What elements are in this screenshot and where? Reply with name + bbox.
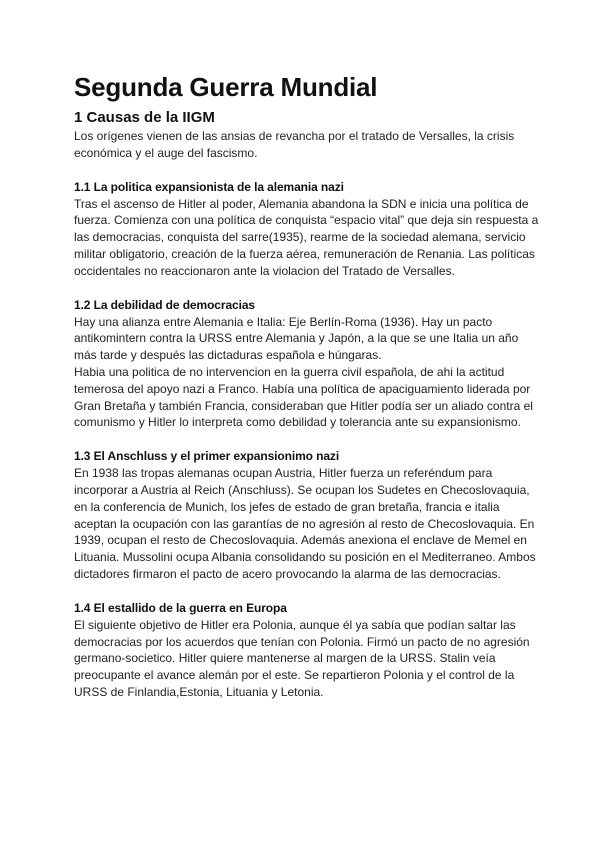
section-heading: 1.4 El estallido de la guerra en Europa (74, 600, 287, 615)
section-paragraph: Habia una politica de no intervencion en la guerra civil española, de ahi la actitud temerosa del apoyo nazi a Franco. Había una política de apaciguamiento liderada por Gran Bretaña y también Francia, consideraban que Hitler podía ser un aliado contra el comunismo y Hitler lo interpreta como debilidad y tolerancia ante su expansionismo. (74, 364, 533, 430)
chapter-intro: Los orígenes vienen de las ansias de revancha por el tratado de Versalles, la crisis económica y el auge del fascismo. (74, 129, 515, 160)
section-paragraph: El siguiente objetivo de Hitler era Polonia, aunque él ya sabía que podían saltar las democracias por los acuerdos que tenían con Polonia. Firmó un pacto de no agresión germano-societico. Hitler quiere mantenerse al margen de la URSS. Stalin veía preocupante el avance alemán por el este. Se repartieron Polonia y el control de la URSS de Finlandia,Estonia, Lituania y Letonia. (74, 617, 530, 699)
chapter-heading: 1 Causas de la IIGM (74, 109, 215, 126)
section-1-4 (74, 600, 544, 701)
section-paragraph: En 1938 las tropas alemanas ocupan Austria, Hitler fuerza un referéndum para incorporar a Austria al Reich (Anschluss). Se ocupan los Sudetes en Checoslovaquia, en la conferencia de Munich, los jefes de estado de gran bretaña, francia e italia aceptan la ocupación con las garantías de no agresión al resto de Checoslovaquia. En 1939, ocupan el resto de Checoslovaquia. Además anexiona el enclave de Memel en Lituania. Mussolini ocupa Albania consolidando su posición en el Mediterraneo. Ambos dictadores firmaron el pacto de acero provocando la alarma de las democracias. (74, 466, 536, 581)
section-heading: 1.1 La politica expansionista de la alemania nazi (74, 179, 344, 194)
section-paragraph: Tras el ascenso de Hitler al poder, Alemania abandona la SDN e inicia una política de fuerza. Comienza con una política de conquista “espacio vital” que deja sin respuesta a las democracias, conquista del sarre(1935), rearme de la sociedad alemana, servicio militar obligatorio, creación de la fuerza aérea, remuneración de Renania. Las políticas occidentales no reaccionaron ante la violacion del Tratado de Versalles. (74, 196, 539, 278)
document-title: Segunda Guerra Mundial (74, 72, 378, 102)
section-1-2 (74, 297, 544, 432)
section-heading: 1.2 La debilidad de democracias (74, 297, 255, 312)
section-heading: 1.3 El Anschluss y el primer expansionimo nazi (74, 449, 340, 464)
section-1-1 (74, 179, 544, 280)
section-1-3 (74, 448, 544, 583)
section-paragraph: Hay una alianza entre Alemania e Italia: Eje Berlín-Roma (1936). Hay un pacto antikomintern contra la URSS entre Alemania y Japón, a la que se une Italia un año más tarde y después las dictaduras española e húngaras. (74, 314, 519, 363)
document-body (74, 70, 544, 701)
